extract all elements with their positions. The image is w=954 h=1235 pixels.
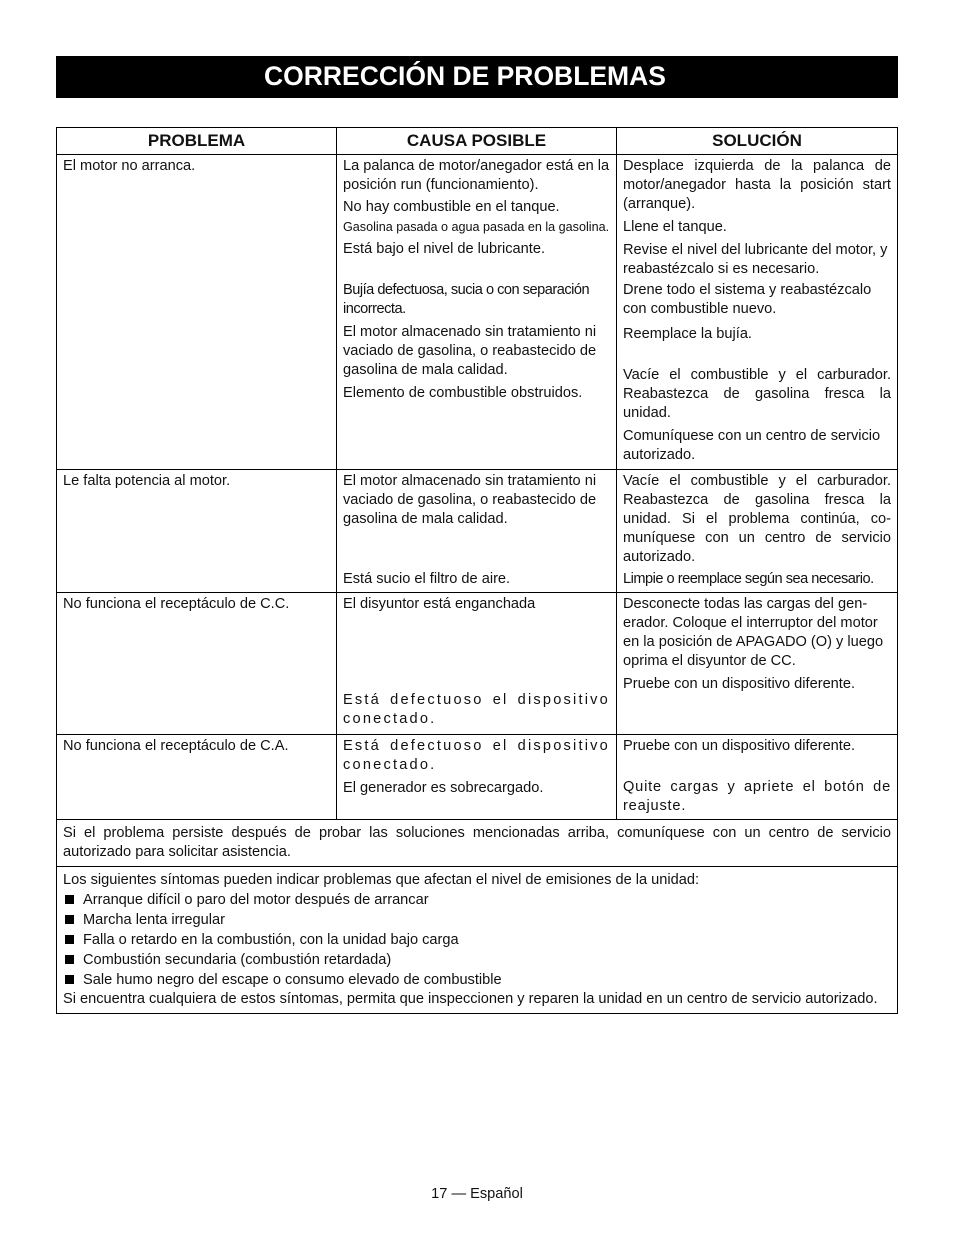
cause-text: La palanca de motor/anegador está en la posición run (funcionamiento). <box>343 158 610 193</box>
solution-cell <box>617 470 898 593</box>
cause-cell <box>337 470 617 593</box>
list-item <box>63 910 891 930</box>
bullet-text: Falla o retardo en la combustión, con la unidad bajo carga <box>83 932 459 948</box>
cause-text: Bujía defectuosa, sucia o con separación incorrecta. <box>343 282 590 317</box>
solution-text: Desplace izquierda de la palanca de motor/anegador hasta la posición start (arranque). <box>623 158 891 212</box>
problem-cell <box>57 735 337 820</box>
list-item <box>63 950 891 970</box>
problem-text: El motor no arranca. <box>63 158 196 174</box>
cause-cell <box>337 155 617 470</box>
bullet-square-icon <box>65 975 74 984</box>
solution-cell <box>617 735 898 820</box>
problem-cell <box>57 155 337 470</box>
cause-text: Gasolina pasada o agua pasada en la gasolina. <box>343 220 610 234</box>
title-bar <box>56 56 898 98</box>
solution-text: Reemplace la bujía. <box>623 326 752 342</box>
solution-text: Desconecte todas las cargas del gen- erador. Coloque el interruptor del motor en la posición de APAGADO (O) y luego oprima el disyuntor de CC. <box>623 596 884 669</box>
solution-cell <box>617 593 898 735</box>
cause-text: El motor almacenado sin tratamiento ni vaciado de gasolina, o reabastecido de gasolina de mala calidad. <box>343 324 597 378</box>
bullet-text: Combustión secundaria (combustión retardada) <box>83 952 392 968</box>
page-title: CORRECCIÓN DE PROBLEMAS <box>264 61 666 91</box>
bullet-text: Arranque difícil o paro del motor después de arrancar <box>83 892 429 908</box>
solution-text: Vacíe el combustible y el carburador. Reabastezca de gasolina fresca la unidad. Si el problema continúa, co- muníquese con un centro de servicio autorizado. <box>623 473 891 565</box>
emissions-cell <box>57 867 898 1014</box>
solution-text: Pruebe con un dispositivo diferente. <box>623 738 856 754</box>
cause-cell <box>337 593 617 735</box>
cause-cell <box>337 735 617 820</box>
solution-text: Vacíe el combustible y el carburador. Reabastezca de gasolina fresca la unidad. <box>623 367 891 421</box>
cause-text: Está sucio el filtro de aire. <box>343 571 511 587</box>
list-item <box>63 930 891 950</box>
header-solucion: SOLUCIÓN <box>617 128 898 155</box>
cause-text: Está defectuoso el dispositivo conectado. <box>343 692 610 727</box>
table-row <box>57 470 898 593</box>
solution-text: Quite cargas y apriete el botón de reajuste. <box>623 779 891 814</box>
problem-text: No funciona el receptáculo de C.C. <box>63 596 290 612</box>
header-causa: CAUSA POSIBLE <box>337 128 617 155</box>
note-row <box>57 820 898 867</box>
header-problema: PROBLEMA <box>57 128 337 155</box>
emissions-intro: Los siguientes síntomas pueden indicar problemas que afectan el nivel de emisiones de la unidad: <box>63 872 700 888</box>
solution-text: Revise el nivel del lubricante del motor, y reabastézcalo si es necesario. <box>623 242 888 277</box>
persist-note: Si el problema persiste después de probar las soluciones mencionadas arriba, comuníquese con un centro de servicio autorizado para solicitar asistencia. <box>57 820 898 867</box>
cause-text: Está bajo el nivel de lubricante. <box>343 241 546 257</box>
header-row <box>57 128 898 155</box>
cause-text: Está defectuoso el dispositivo conectado. <box>343 738 610 773</box>
cause-text: El disyuntor está enganchada <box>343 596 536 612</box>
bullet-square-icon <box>65 895 74 904</box>
solution-text: Limpie o reemplace según sea necesario. <box>623 571 874 587</box>
troubleshooting-table <box>56 127 898 1014</box>
bullet-square-icon <box>65 935 74 944</box>
solution-text: Comuníquese con un centro de servicio autorizado. <box>623 428 881 463</box>
problem-cell <box>57 470 337 593</box>
table-row <box>57 155 898 470</box>
problem-text: Le falta potencia al motor. <box>63 473 231 489</box>
solution-cell <box>617 155 898 470</box>
cause-text: Elemento de combustible obstruidos. <box>343 385 583 401</box>
list-item <box>63 890 891 910</box>
cause-text: No hay combustible en el tanque. <box>343 199 560 215</box>
solution-text: Pruebe con un dispositivo diferente. <box>623 676 856 692</box>
emissions-row <box>57 867 898 1014</box>
cause-text: El motor almacenado sin tratamiento ni vaciado de gasolina, o reabastecido de gasolina de mala calidad. <box>343 473 597 527</box>
bullet-square-icon <box>65 915 74 924</box>
page-footer: 17 — Español <box>431 1186 523 1202</box>
emissions-closing: Si encuentra cualquiera de estos síntomas, permita que inspeccionen y reparen la unidad en un centro de servicio autorizado. <box>63 991 878 1007</box>
solution-text: Drene todo el sistema y reabastézcalo con combustible nuevo. <box>623 282 872 317</box>
table-row <box>57 735 898 820</box>
bullet-text: Marcha lenta irregular <box>83 912 225 928</box>
bullet-text: Sale humo negro del escape o consumo elevado de combustible <box>83 972 502 988</box>
problem-cell <box>57 593 337 735</box>
cause-text: El generador es sobrecargado. <box>343 780 544 796</box>
bullet-square-icon <box>65 955 74 964</box>
list-item <box>63 970 891 990</box>
table-row <box>57 593 898 735</box>
problem-text: No funciona el receptáculo de C.A. <box>63 738 289 754</box>
solution-text: Llene el tanque. <box>623 219 727 235</box>
